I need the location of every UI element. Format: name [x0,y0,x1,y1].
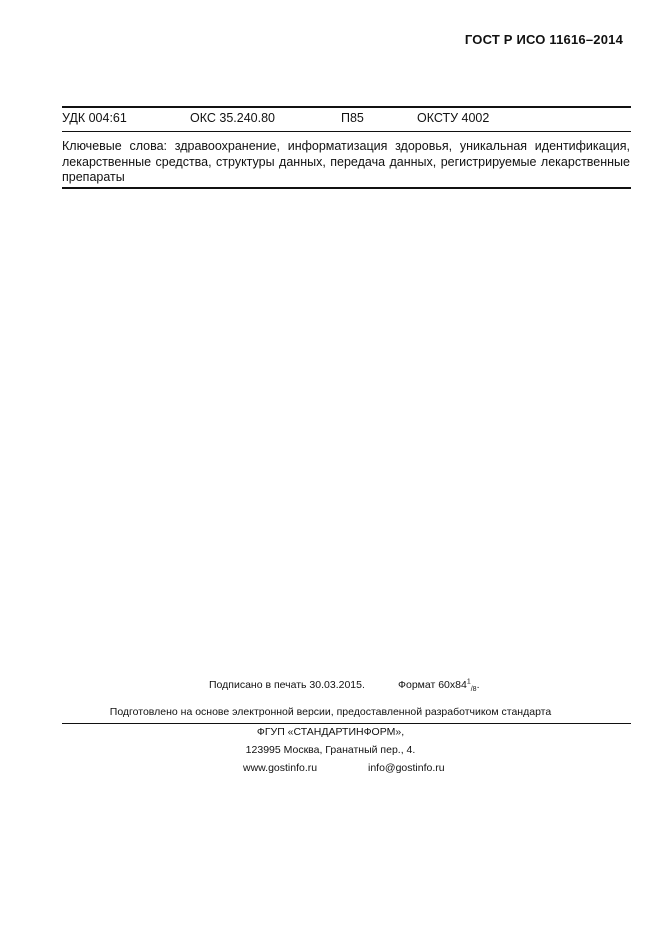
website-link[interactable]: www.gostinfo.ru [243,762,318,774]
format-prefix: Формат 60х84 [398,679,467,691]
publisher-name: ФГУП «СТАНДАРТИНФОРМ», [256,726,405,738]
okstu-code: ОКСТУ 4002 [417,111,490,125]
format-end: . [476,679,480,691]
format-superscript: 1 [466,678,471,686]
p-code: П85 [341,111,364,125]
top-divider [62,106,631,108]
oks-code: ОКС 35.240.80 [190,111,275,125]
format-subscript: /8 [470,686,477,694]
document-code: ГОСТ Р ИСО 11616–2014 [464,32,623,47]
email-link[interactable]: info@gostinfo.ru [368,762,445,774]
keywords-paragraph: Ключевые слова: здравоохранение, информатизация здоровья, уникальная идентификация, лекарственные средства, структуры данных, передача данных, регистрируемые лекарственные препараты [62,139,630,184]
prepared-note: Подготовлено на основе электронной версии, предоставленной разработчиком стандарта [109,706,552,718]
udk-code: УДК 004:61 [62,111,127,125]
paper-format [398,678,480,694]
signed-date: Подписано в печать 30.03.2015. [209,679,365,691]
imprint-divider [62,723,631,724]
publisher-address: 123995 Москва, Гранатный пер., 4. [245,744,416,756]
classification-divider [62,131,631,132]
keywords-divider [62,187,631,189]
